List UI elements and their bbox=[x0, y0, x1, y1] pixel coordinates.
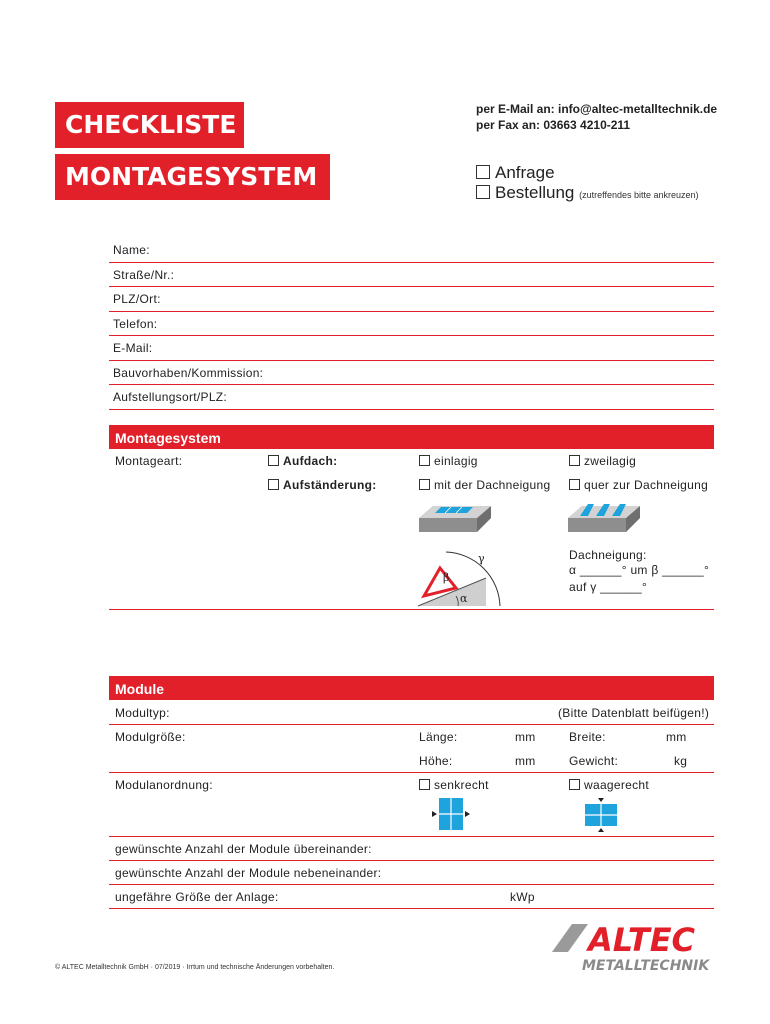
gewicht-unit: kg bbox=[674, 754, 688, 768]
option-senkrecht[interactable]: senkrecht bbox=[419, 778, 489, 792]
alpha-beta-input[interactable]: α ______° um β ______° bbox=[569, 563, 710, 577]
montageart-label: Montageart: bbox=[115, 454, 183, 468]
anfrage-checkbox[interactable] bbox=[476, 165, 490, 179]
kwp-unit: kWp bbox=[510, 890, 535, 904]
beta-symbol: β bbox=[443, 571, 450, 584]
option-einlagig[interactable]: einlagig bbox=[419, 454, 478, 468]
option-zweilagig[interactable]: zweilagig bbox=[569, 454, 636, 468]
einlagig-checkbox[interactable] bbox=[419, 455, 430, 466]
section-montagesystem: Montagesystem bbox=[109, 425, 714, 449]
email-line: per E-Mail an: info@altec-metalltechnik.de bbox=[476, 102, 718, 116]
tick-note: (zutreffendes bitte ankreuzen) bbox=[579, 190, 699, 200]
roof-cross-illustration bbox=[566, 500, 642, 544]
senkrecht-checkbox[interactable] bbox=[419, 779, 430, 790]
field-strasse[interactable]: Straße/Nr.: bbox=[109, 263, 714, 288]
field-telefon[interactable]: Telefon: bbox=[109, 312, 714, 337]
option-bestellung[interactable] bbox=[476, 183, 699, 203]
breite-input[interactable]: Breite: bbox=[569, 730, 606, 744]
anlage-line bbox=[109, 908, 714, 909]
field-name[interactable]: Name: bbox=[109, 238, 714, 263]
dachneigung-label: Dachneigung: bbox=[569, 548, 647, 562]
modulanordnung-label: Modulanordnung: bbox=[115, 778, 213, 792]
mit-dachneigung-checkbox[interactable] bbox=[419, 479, 430, 490]
datenblatt-note: (Bitte Datenblatt beifügen!) bbox=[558, 706, 710, 720]
quer-dachneigung-checkbox[interactable] bbox=[569, 479, 580, 490]
anlage-groesse-input[interactable]: ungefähre Größe der Anlage: bbox=[115, 890, 279, 904]
alpha-symbol: α bbox=[460, 592, 468, 605]
modulanordnung-line bbox=[109, 836, 714, 837]
title-line-1: CHECKLISTE bbox=[55, 102, 244, 148]
uebereinander-input[interactable]: gewünschte Anzahl der Module übereinander: bbox=[115, 842, 372, 856]
footer-copyright: © ALTEC Metalltechnik GmbH · 07/2019 · Irrtum und technische Änderungen vorbehalten. bbox=[55, 964, 335, 971]
hoehe-input[interactable]: Höhe: bbox=[419, 754, 453, 768]
nebeneinander-input[interactable]: gewünschte Anzahl der Module nebeneinander: bbox=[115, 866, 382, 880]
nebeneinander-line bbox=[109, 884, 714, 885]
option-aufstaenderung[interactable]: Aufständerung: bbox=[268, 478, 377, 492]
field-email[interactable]: E-Mail: bbox=[109, 336, 714, 361]
title-line-2: MONTAGESYSTEM bbox=[55, 154, 330, 200]
gamma-input[interactable]: auf γ ______° bbox=[569, 580, 648, 594]
option-mit-dachneigung[interactable]: mit der Dachneigung bbox=[419, 478, 550, 492]
field-aufstellungsort[interactable]: Aufstellungsort/PLZ: bbox=[109, 385, 714, 410]
option-aufdach[interactable]: Aufdach: bbox=[268, 454, 337, 468]
uebereinander-line bbox=[109, 860, 714, 861]
gewicht-input[interactable]: Gewicht: bbox=[569, 754, 619, 768]
anfrage-label: Anfrage bbox=[495, 163, 555, 182]
field-bauvorhaben[interactable]: Bauvorhaben/Kommission: bbox=[109, 361, 714, 386]
modultyp-label[interactable]: Modultyp: bbox=[115, 706, 170, 720]
landscape-modules-icon bbox=[582, 797, 620, 833]
bestellung-checkbox[interactable] bbox=[476, 185, 490, 199]
option-waagerecht[interactable]: waagerecht bbox=[569, 778, 649, 792]
modulgroesse-line bbox=[109, 772, 714, 773]
modulgroesse-label: Modulgröße: bbox=[115, 730, 186, 744]
portrait-modules-icon bbox=[431, 797, 471, 831]
option-quer-dachneigung[interactable]: quer zur Dachneigung bbox=[569, 478, 708, 492]
gamma-symbol: γ bbox=[478, 552, 485, 565]
waagerecht-checkbox[interactable] bbox=[569, 779, 580, 790]
angle-diagram bbox=[416, 548, 508, 608]
logo-altec-text: ALTEC bbox=[588, 921, 696, 959]
bestellung-label: Bestellung bbox=[495, 183, 575, 202]
modultyp-line bbox=[109, 724, 714, 725]
field-plz-ort[interactable]: PLZ/Ort: bbox=[109, 287, 714, 312]
logo-metalltechnik-text: METALLTECHNIK bbox=[582, 958, 710, 974]
aufstaenderung-checkbox[interactable] bbox=[268, 479, 279, 490]
hoehe-unit: mm bbox=[515, 754, 536, 768]
laenge-unit: mm bbox=[515, 730, 536, 744]
breite-unit: mm bbox=[666, 730, 687, 744]
zweilagig-checkbox[interactable] bbox=[569, 455, 580, 466]
section-module: Module bbox=[109, 676, 714, 700]
roof-parallel-illustration bbox=[417, 500, 493, 544]
laenge-input[interactable]: Länge: bbox=[419, 730, 458, 744]
option-anfrage[interactable] bbox=[476, 163, 555, 183]
altec-logo bbox=[548, 918, 718, 976]
montagesystem-divider bbox=[109, 609, 714, 610]
aufdach-checkbox[interactable] bbox=[268, 455, 279, 466]
fax-line: per Fax an: 03663 4210-211 bbox=[476, 118, 631, 132]
